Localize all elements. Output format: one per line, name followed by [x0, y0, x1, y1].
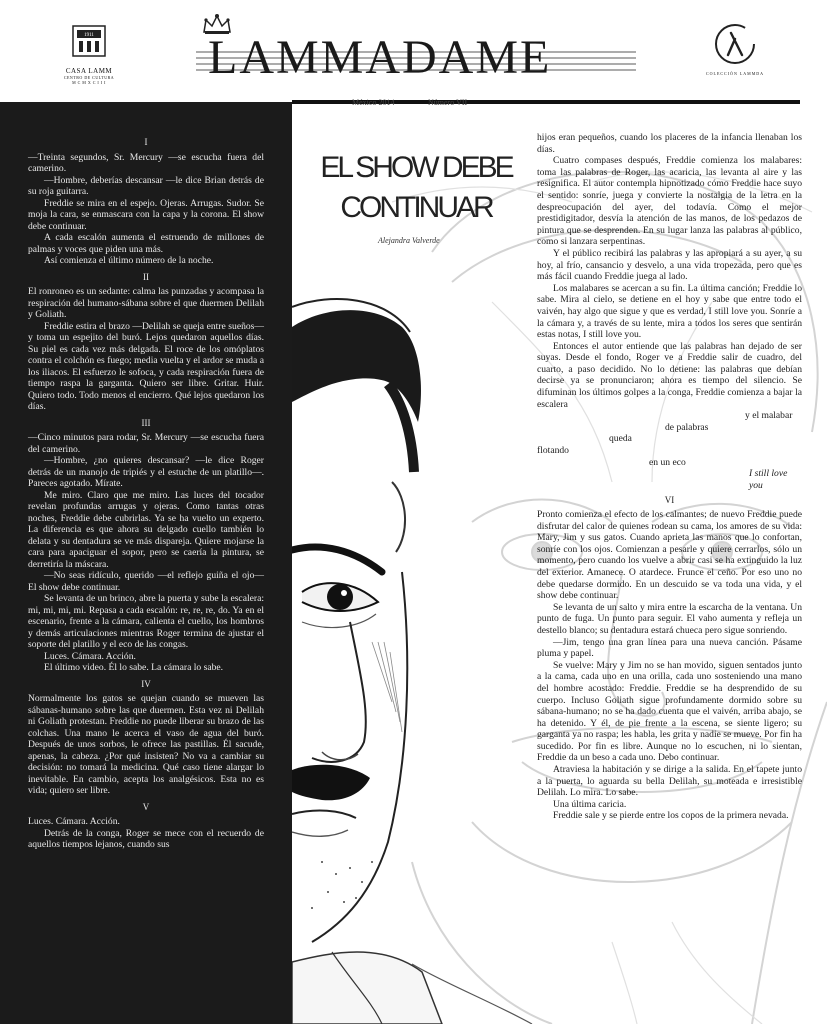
- paragraph: Freddie sale y se pierde entre los copos de la primera nevada.: [553, 810, 789, 822]
- paragraph: Normalmente los gatos se quejan cuando se mueven las sábanas-humano sobre las que duermen. Esta vez ni Delilah ni Goliath protestan. Freddie no puede liberar su brazo de las colchas. Una mano le acerca el vaso de agua del buró. Después de unos sorbos, le ofrece las pastillas. Él sacude, apenas, la cabeza. ¿Por qué insisten? No va a cambiar su decisión: no tomará la medicina. Qué caso tiene alargar lo inevitable. En cambio, acepta los analgésicos. Esta no es vida; quiero ser libre.: [28, 693, 264, 796]
- section-number: VI: [664, 495, 675, 506]
- lammda-label: COLECCIÓN LAMMDA: [705, 71, 765, 76]
- section-number: II: [143, 271, 149, 282]
- paragraph: Freddie estira el brazo —Delilah se queja entre sueños— y toma un espejito del buró. Lejos quedaron aquellos días. Su piel es cada vez más delgada. El roce de los omóplatos contra el colchón es fuego; media vuelta y el ardor se muda a los iliacos. El esfuerzo le sofoca, y cada respiración fuera de tiempo raspa la garganta. Quiero ser libre. Gritar. Huir. Quiero todo. Todo menos el encierro. Qué lejos quedaron los días.: [28, 320, 264, 412]
- paragraph: —Hombre, deberías descansar —le dice Brian detrás de su roja guitarra.: [28, 174, 264, 197]
- paragraph: Atraviesa la habitación y se dirige a la salida. En el tapete junto a la puerta, lo aguarda su bella Delilah, su moteada e irresistible Delilah. Lo mira. Lo sabe.: [537, 764, 802, 799]
- issue-number: Número VII: [428, 98, 468, 107]
- paragraph: Pronto comienza el efecto de los calmantes; de nuevo Freddie puede disfrutar del calor de quienes rodean su cama, los amores de su vida: Mary, Jim y sus gatos. Cuando aprieta las manos que lo confortan, sonríe con los ojos. Comienzan a pesarle y quiere cerrarlos, sólo un momento, pero cuando los vuelve a abrir casi se ha extinguido la luz del exterior. Amanece. O atardece. Frunce el ceño. Por eso uno no debe quedarse dormido. En un descuido se va toda una vida, y el show debe continuar.: [537, 509, 802, 602]
- section-number: V: [142, 801, 150, 812]
- left-column-text: [28, 132, 264, 851]
- lambda-icon: [713, 22, 757, 66]
- paragraph: Se vuelve: Mary y Jim no se han movido, siguen sentados junto a la cama, cada uno en una orilla, cada uno sosteniendo una mano del hombre acostado: Freddie. Freddie se ha desprendido de su cuerpo. Incluso Goliath sigue profundamente dormido sobre su sábana-humano; no se ha dado cuenta que el vaivén, arriba abajo, se ha detenido. Y él, de pie frente a la escena, se siente ligero; su garganta ya no raspa; les habla, les grita y nadie se mueve. Por fin ha sucedido. Por fin es libre. Aunque no lo escuchen, ni lo sientan, Freddie da un beso a cada uno. Debo continuar.: [537, 659, 802, 764]
- poem-line: de palabras: [665, 421, 709, 433]
- paragraph: —Hombre, ¿no quieres descansar? —le dice Roger detrás de un manojo de tripiés y el estuche de un platillo—. Pareces agotado. Mírate.: [28, 455, 264, 489]
- poem-line: flotando: [537, 445, 569, 457]
- article-author: Alejandra Valverde: [378, 236, 440, 245]
- paragraph: El último video. Él lo sabe. La cámara lo sabe.: [44, 662, 224, 673]
- masthead-title: LAMMADAME: [208, 31, 552, 84]
- article-title: [316, 148, 516, 228]
- paragraph: Cuatro compases después, Freddie comienza los malabares: toma las palabras de Roger, las acaricia, las levanta al aire y las resignifica. El autor contempla hipnotizado cómo Freddie hace suyo el sentido: sonríe, juega y convierte la nostalgia de la letra en la despreocupación del ayer, del todavía. Como el mejor prestidigitador, desvía la atención de las manos, de los pedazos de pintura que se desprenden. En su lugar lanza las palabras al público, como si lanzara serpentinas.: [537, 155, 802, 248]
- paragraph: Así comienza el último número de la noche.: [44, 255, 214, 266]
- paragraph: Detrás de la conga, Roger se mece con el recuerdo de aquellos tiempos lejanos, cuando sus: [28, 827, 264, 850]
- article-title-line2: CONTINUAR: [340, 191, 492, 224]
- paragraph: Los malabares se acercan a su fin. La última canción; Freddie lo sabe. Mira al cielo, se detiene en el hoy y sabe que entre todo el vaivén, hay algo que sigue y que es verdad, I still love you. Sonríe a la cámara y, a través de su lente, mira a todos los seres que sentirán estas notas, I still love you.: [537, 282, 802, 341]
- poem-line: y el malabar: [745, 410, 793, 422]
- logo-year: 1911: [84, 33, 94, 38]
- left-column-panel: [0, 102, 292, 1024]
- logo-subtitle: CENTRO DE CULTURA: [63, 75, 115, 80]
- paragraph: Se levanta de un salto y mira entre la escarcha de la ventana. Un punto de fuga. Un punto para seguir. El vaho aumenta y refleja un destello blanco; su dentadura estará chueca pero sigue sonriendo.: [537, 601, 802, 636]
- right-column-text: [537, 132, 802, 822]
- paragraph: Luces. Cámara. Acción.: [28, 816, 120, 827]
- page-header: [0, 0, 827, 100]
- paragraph: A cada escalón aumenta el estruendo de millones de palmas y voces que piden una más.: [28, 232, 264, 255]
- article-title-line1: EL SHOW DEBE: [320, 151, 512, 184]
- paragraph: Se levanta de un brinco, abre la puerta y sube la escalera: mi, mi, mi, mi. Repasa a cada escalón: re, re, re, do. Ya en el escenario, frente a la cámara, calienta el cuello, los hombros y demás articulaciones mientras Roger termina de ajustar el soporte del platillo y el eco de las congas.: [28, 593, 264, 650]
- paragraph: hijos eran pequeños, cuando los placeres de la infancia llenaban los días.: [537, 132, 802, 155]
- logo-name: CASA LAMM: [65, 67, 113, 75]
- paragraph: —Cinco minutos para rodar, Sr. Mercury —se escucha fuera del camerino.: [28, 432, 264, 455]
- place-date: México 2014: [352, 98, 395, 107]
- poem-line: queda: [609, 433, 632, 445]
- paragraph: Luces. Cámara. Acción.: [44, 650, 136, 662]
- poem-line: en un eco: [649, 456, 686, 468]
- section-number: I: [144, 137, 148, 147]
- masthead[interactable]: [196, 28, 636, 94]
- paragraph: —Treinta segundos, Sr. Mercury —se escucha fuera del camerino.: [28, 151, 264, 174]
- paragraph: Freddie se mira en el espejo. Ojeras. Arrugas. Sudor. Se moja la cara, se enmascara con la capa y la corona. El show debe continuar.: [28, 197, 264, 232]
- paragraph: —No seas ridículo, querido —el reflejo guiña el ojo— El show debe continuar.: [28, 570, 264, 593]
- paragraph: —Jim, tengo una gran línea para una nueva canción. Pásame pluma y papel.: [537, 636, 802, 660]
- section-number: IV: [141, 678, 151, 689]
- paragraph: Una última caricia.: [553, 798, 627, 810]
- poem-line: I still love you: [749, 468, 788, 491]
- casa-lamm-logo[interactable]: [56, 20, 122, 85]
- building-icon: [69, 20, 109, 60]
- paragraph: Y el público recibirá las palabras y las apropiará a su ayer, a su hoy, al frío, cansancio y desvelo, a una vida tropezada, pero que es más fácil cuando Freddie juega al lado.: [537, 247, 802, 283]
- lammda-logo[interactable]: [700, 22, 770, 77]
- section-number: III: [141, 417, 151, 428]
- paragraph: Me miro. Claro que me miro. Las luces del tocador revelan profundas arrugas y ojeras. Como tantas otras noches, Freddie debe cubrirlas. Ya se ha vuelto un experto. La diferencia es que ahora su delgado cuello también lo delata y su dentadura se ve más dispareja. Quiere mojarse la cara para apaciguar el sopor, pero se caería la pintura, se derretiría la máscara.: [28, 489, 264, 570]
- paragraph: Entonces el autor entiende que las palabras han dejado de ser suyas. Desde el fondo, Roger ve a Freddie salir de cuadro, del cuarto, a paso decidido. No lo detiene: las palabras que debían decirse ya se pronunciaron; ahora es tiempo del silencio. Se difuminan los últimos golpes a la conga, Freddie comienza a bajar la escalera: [537, 340, 802, 410]
- paragraph: El ronroneo es un sedante: calma las punzadas y acompasa la respiración del humano-sábana sobre el que duermen Delilah y Goliath.: [28, 286, 264, 320]
- logo-roman: M C M X C I I I: [72, 80, 106, 85]
